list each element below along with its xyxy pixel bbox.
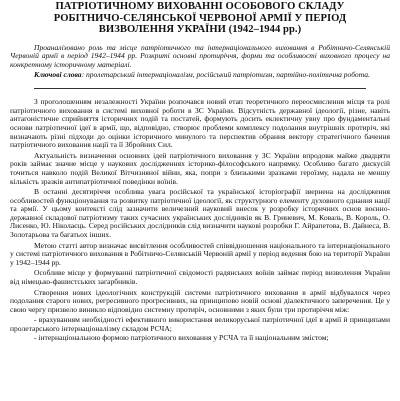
article-title (10, 1, 390, 36)
body-paragraph: Особливе місце у формуванні патріотичної свідомості радянських воїнів займає період визволення України від німецько-фашистських загарбників. (10, 268, 390, 287)
title-line: ВИЗВОЛЕННЯ УКРАЇНИ (1942–1944 рр.) (98, 24, 302, 36)
keywords (10, 71, 390, 80)
abstract: Проаналізовано роль та місце патріотичного та інтернаціонального виховання в Робітничо-Селянській Червоній армії в період 1942–1944 рр. Розкриті основні протиріччя, форми та особливості виховного процесу на конкретному історичному матеріалі. (10, 42, 390, 69)
article-page (0, 1, 400, 401)
body-paragraph: В останні десятиріччя особлива увага російської та української історіографії звернена на дослідження особливостей функціонування та розвитку патріотичної ідеології, як структурного елементу духовного єднання нації та армії. У цьому контексті слід зазначити величезний науковий внесок у розробку історичних основ воєнно-державної складової патріотизму таких сучасних українських дослідників як В. Гриневич, М. Коваль, В. Король, О. Лисенко, Ю. Ніколаєць. Серед російських дослідників слід визначити наукові розробки Г. Айрапетова, В. Дайнеса, В. Золотарьова та багатьох інших. (10, 187, 390, 240)
divider (34, 88, 366, 89)
title-line: ПАТРІОТИЧНОМУ ВИХОВАННІ ОСОБОВОГО СКЛАДУ (55, 1, 345, 12)
body-paragraph: Створення нових ідеологічних конструкцій системи патріотичного виховання в армії відбувалося через подолання старого нових, регресивного прогресивних, на принципово новій основі діалектичного заперечення. Це у свою чергу призвело виникло відповідно системну протиріч, основними з яких були три протиріччя між: (10, 287, 390, 314)
list-item: - врахуванням необхідності ефективного використання великоруської патріотичної ідеї в армії й принципами пролетарського інтернаціоналізму складом РСЧА; (10, 315, 390, 333)
title-line: РОБІТНИЧО-СЕЛЯНСЬКОЇ ЧЕРВОНОЇ АРМІЇ У ПЕРІОД (53, 12, 347, 24)
body-paragraph: Метою статті автор визначає висвітлення особливостей співвідношення національного та інтернаціонального у системі патріотичного виховання в Робітничо-Селянській Червоній армії у період ведення бою на території України у 1942–1944 рр. (10, 240, 390, 267)
keywords-label: Ключові слова (34, 69, 82, 79)
body-paragraph: З проголошенням незалежності України розпочався новий етап теоретичного переосмислення місця та ролі патріотичного виховання в системі виховної роботи в ЗС України. Відсутність державної ідеології, різне, навіть антагоністичне сприйняття історичних подій та постатей, формують досить еклектичну увну про фундаментальні основи патріотичної ідеї в армії, що, відповідно, створює проблеми комплексу подолання внутрішніх протиріч, які визначають різні підходи до оцінки історичного минулого та перспектив обрання вектору стратегічного бачення патріотичного виховання нації та її Збройних Сил. (10, 97, 390, 150)
list-item: - інтернаціональною формою патріотичного виховання у РСЧА та її національним змістом; (34, 332, 329, 342)
keywords-text: : пролетарський інтернаціоналізм, російський патріотизм, партійно-політична робота. (81, 69, 370, 79)
article-body (10, 98, 390, 342)
body-paragraph: Актуальність визначення основних ідей патріотичного виховання у ЗС України впродовж майже двадцяти років займає значне місце у наукових дослідженнях історико-філософського напрямку. Особливо багато дискусій точиться навколо подій Великої Вітчизняної війни, яка, попри з близькими зразками героїзму, надала не меншу кількість зразків антипатріотичної поведінки воїнів. (10, 150, 390, 186)
